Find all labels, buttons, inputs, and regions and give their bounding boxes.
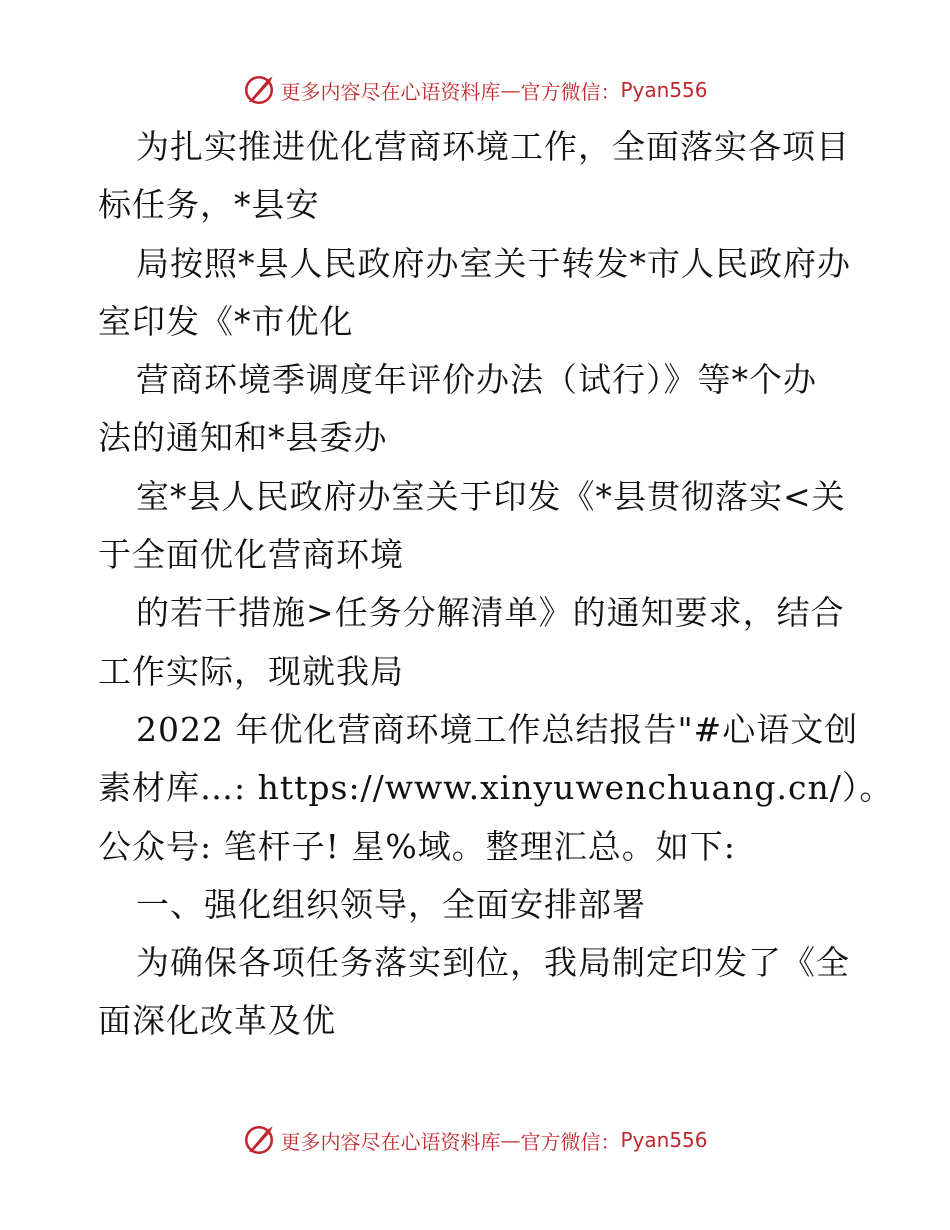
quill-pen-logo-icon bbox=[242, 73, 276, 107]
text-line: 室印发《*市优化 bbox=[98, 301, 354, 341]
text-line: 的若干措施>任务分解清单》的通知要求，结合 bbox=[136, 593, 845, 633]
text-line: 法的通知和*县委办 bbox=[98, 418, 388, 458]
text-line: 工作实际，现就我局 bbox=[98, 651, 404, 691]
text-line: 素材库…: https://www.xinyuwenchuang.cn/）。 bbox=[98, 768, 894, 808]
text-line: 室*县人民政府办室关于印发《*县贯彻落实<关 bbox=[136, 476, 846, 516]
watermark-wechat-id: Pyan556 bbox=[620, 78, 708, 102]
watermark-site-text: 更多内容尽在心语资料库 bbox=[280, 79, 501, 104]
text-line: 局按照*县人民政府办室关于转发*市人民政府办 bbox=[136, 243, 851, 283]
text-line: 面深化改革及优 bbox=[98, 1001, 336, 1041]
watermark-separator: — bbox=[500, 1128, 521, 1152]
text-line: 公众号: 笔杆子! 星%域。整理汇总。如下: bbox=[98, 826, 736, 866]
text-line: 标任务，*县安 bbox=[98, 185, 320, 225]
header-watermark bbox=[0, 68, 950, 112]
text-line: 于全面优化营商环境 bbox=[98, 535, 404, 575]
text-line: 为确保各项任务落实到位，我局制定印发了《全 bbox=[136, 943, 850, 983]
footer-watermark bbox=[0, 1118, 950, 1162]
watermark-wechat-label: 官方微信： bbox=[520, 1129, 621, 1154]
watermark-wechat-id: Pyan556 bbox=[620, 1128, 708, 1152]
section-heading: 一、强化组织领导，全面安排部署 bbox=[136, 884, 646, 924]
text-line: 为扎实推进优化营商环境工作，全面落实各项目 bbox=[136, 127, 850, 166]
watermark-site-text: 更多内容尽在心语资料库 bbox=[280, 1129, 501, 1154]
watermark-separator: — bbox=[500, 78, 521, 102]
document-body bbox=[98, 118, 894, 1051]
quill-pen-logo-icon bbox=[242, 1123, 276, 1157]
text-line: 营商环境季调度年评价办法（试行）》等*个办 bbox=[136, 360, 817, 400]
watermark-wechat-label: 官方微信： bbox=[520, 79, 621, 104]
text-line: 2022 年优化营商环境工作总结报告"#心语文创 bbox=[136, 709, 859, 749]
